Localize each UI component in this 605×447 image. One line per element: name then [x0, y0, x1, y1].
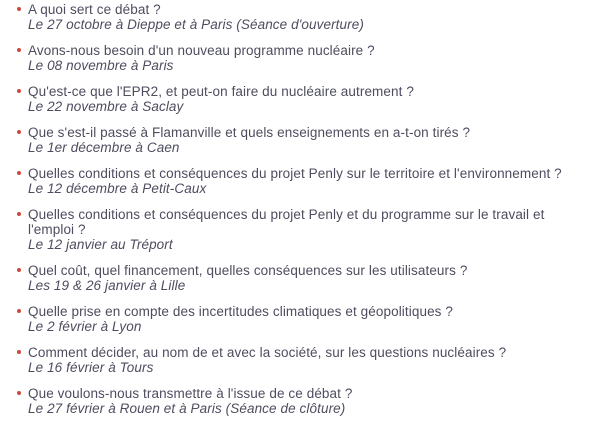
session-question: Quelles conditions et conséquences du projet Penly et du programme sur le travail et l'emploi ?: [28, 207, 545, 237]
bullet-icon: [17, 212, 21, 216]
session-question: Que voulons-nous transmettre à l'issue de ce débat ?: [28, 386, 353, 401]
list-item: [17, 386, 569, 416]
list-item: [17, 207, 569, 252]
bullet-icon: [17, 350, 21, 354]
session-question: Comment décider, au nom de et avec la société, sur les questions nucléaires ?: [28, 345, 507, 360]
bullet-icon: [17, 171, 21, 175]
list-item: [17, 125, 569, 155]
list-item: [17, 263, 569, 293]
list-item: [17, 166, 569, 196]
session-question: Que s'est-il passé à Flamanville et quels enseignements en a-t-on tirés ?: [28, 125, 471, 140]
bullet-icon: [17, 7, 21, 11]
bullet-icon: [17, 48, 21, 52]
session-question: A quoi sert ce débat ?: [28, 2, 161, 17]
session-date: Le 27 octobre à Dieppe et à Paris (Séance d'ouverture): [28, 17, 364, 32]
session-date: Le 27 février à Rouen et à Paris (Séance de clôture): [28, 401, 346, 416]
list-item: [17, 345, 569, 375]
bullet-icon: [17, 89, 21, 93]
bullet-icon: [17, 391, 21, 395]
session-date: Le 12 janvier au Tréport: [28, 237, 173, 252]
session-date: Le 1er décembre à Caen: [28, 140, 180, 155]
session-date: Le 08 novembre à Paris: [28, 58, 174, 73]
bullet-icon: [17, 268, 21, 272]
session-question: Quel coût, quel financement, quelles conséquences sur les utilisateurs ?: [28, 263, 468, 278]
session-question: Qu'est-ce que l'EPR2, et peut-on faire du nucléaire autrement ?: [28, 84, 414, 99]
session-list: [17, 2, 569, 416]
session-date: Le 12 décembre à Petit-Caux: [28, 181, 207, 196]
session-question: Quelle prise en compte des incertitudes climatiques et géopolitiques ?: [28, 304, 453, 319]
bullet-icon: [17, 309, 21, 313]
list-item: [17, 43, 569, 73]
list-item: [17, 84, 569, 114]
session-question: Avons-nous besoin d'un nouveau programme nucléaire ?: [28, 43, 375, 58]
session-date: Le 22 novembre à Saclay: [28, 99, 184, 114]
list-item: [17, 2, 569, 32]
list-item: [17, 304, 569, 334]
session-date: Le 2 février à Lyon: [28, 319, 142, 334]
bullet-icon: [17, 130, 21, 134]
session-date: Les 19 & 26 janvier à Lille: [28, 278, 186, 293]
session-question: Quelles conditions et conséquences du projet Penly sur le territoire et l'environnement ?: [28, 166, 562, 181]
session-date: Le 16 février à Tours: [28, 360, 154, 375]
